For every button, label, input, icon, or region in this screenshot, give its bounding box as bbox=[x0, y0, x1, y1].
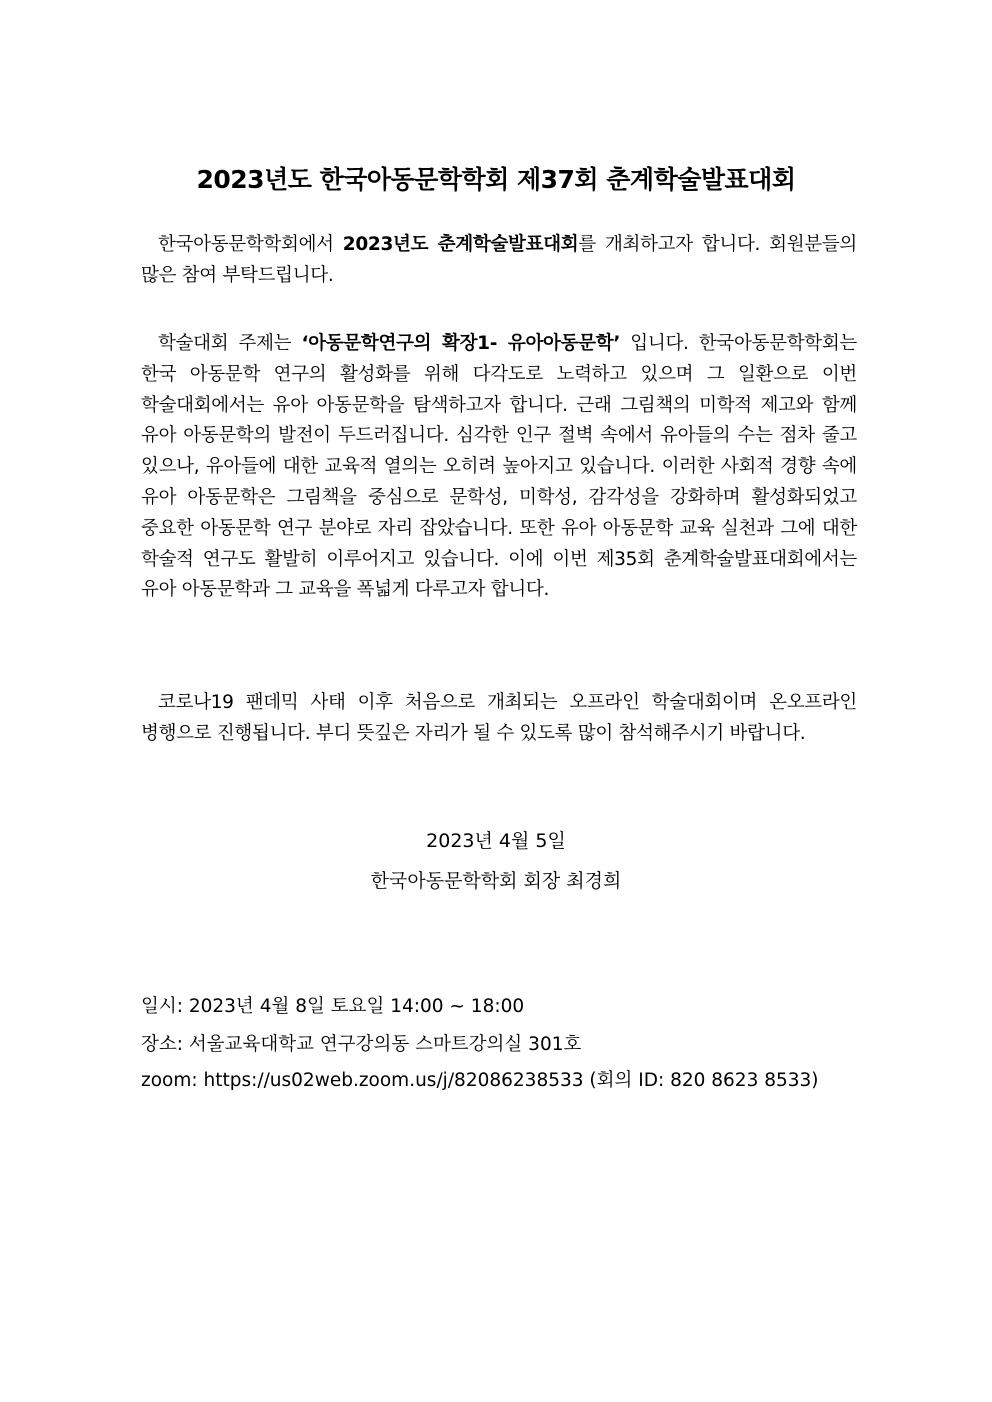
event-location: 장소: 서울교육대학교 연구강의동 스마트강의실 301호 bbox=[141, 1034, 582, 1055]
signature: 한국아동문학학회 회장 최경희 bbox=[370, 870, 622, 892]
theme-text-end: 입니다. 한국아동문학학회는 한국 아동문학 연구의 활성화를 위해 다각도로 노력하고 있으며 그 일환으로 이번 학술대회에서는 유아 아동문학을 탐색하고자 합니다. 근래 그림책의 미학적 제고와 함께 유아 아동문학의 발전이 두드러집니다. 심각한 인구 절벽 속에서 유아들의 수는 점차 줄고 있으나, 유아들에 대한 교육적 열의는 오히려 높아지고 있습니다. 이러한 사회적 경향 속에 유아 아동문학은 그림책을 중심으로 문학성, 미학성, 감각성을 강화하며 활성화되었고 중요한 아동문학 연구 분야로 자리 잡았습니다. 또한 유아 아동문학 교육 실천과 그에 대한 학술적 연구도 활발히 이루어지고 있습니다. 이에 이번 제35회 춘계학술발표대회에서는 유아 아동문학과 그 교육을 폭넓게 다루고자 합니다. bbox=[141, 333, 857, 601]
intro-text-start: 한국아동문학학회에서 bbox=[158, 234, 343, 255]
intro-paragraph bbox=[141, 230, 857, 292]
intro-event-name: 2023년도 춘계학술발표대회 bbox=[342, 234, 579, 255]
theme-topic: ‘아동문학연구의 확장1- 유아아동문학’ bbox=[301, 333, 621, 354]
event-datetime: 일시: 2023년 4월 8일 토요일 14:00 ~ 18:00 bbox=[141, 996, 525, 1017]
zoom-link[interactable]: zoom: https://us02web.zoom.us/j/82086238533 (회의 ID: 820 8623 8533) bbox=[141, 1070, 819, 1091]
announcement-date: 2023년 4월 5일 bbox=[426, 830, 566, 852]
theme-text-start: 학술대회 주제는 bbox=[158, 333, 302, 354]
intro-text-end: 를 개최하고자 합니다. 회원분들의 많은 참여 부탁드립니다. bbox=[141, 234, 857, 286]
closing-paragraph: 코로나19 팬데믹 사태 이후 처음으로 개최되는 오프라인 학술대회이며 온오프라인 병행으로 진행됩니다. 부디 뜻깊은 자리가 될 수 있도록 많이 참석해주시기 바랍니다. bbox=[141, 692, 857, 744]
document-title: 2023년도 한국아동문학학회 제37회 춘계학술발표대회 bbox=[196, 165, 796, 194]
theme-paragraph bbox=[141, 329, 857, 606]
